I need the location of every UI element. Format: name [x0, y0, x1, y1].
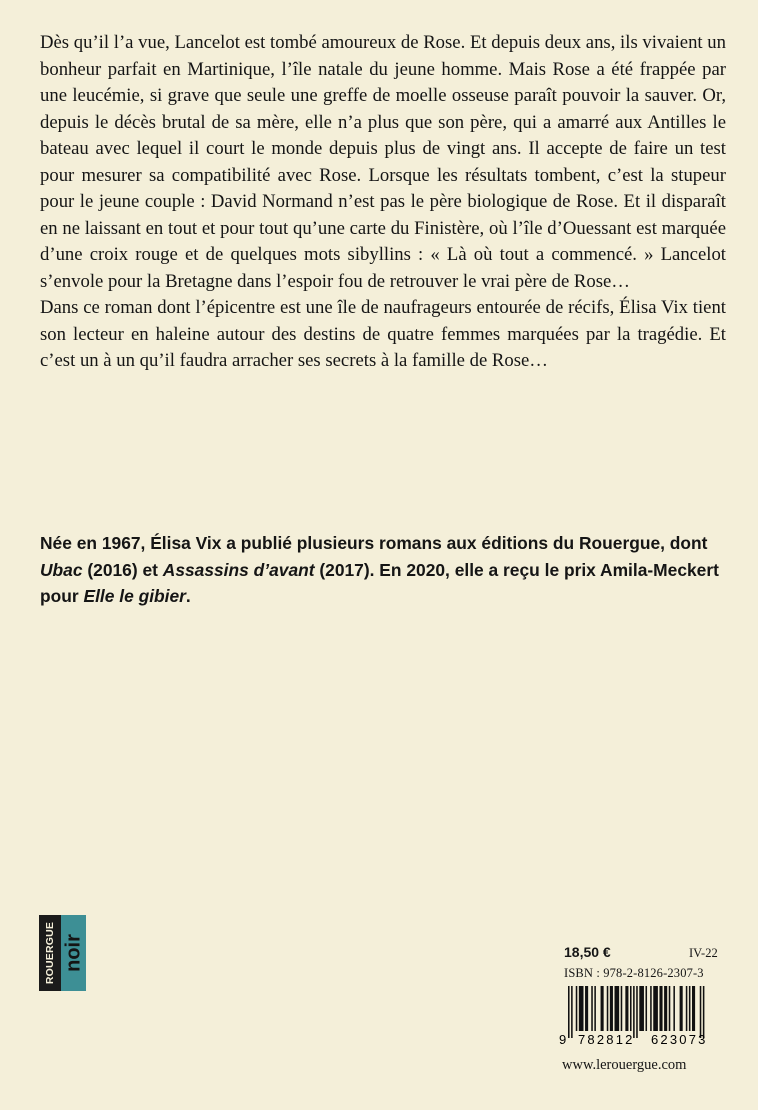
barcode-bar [653, 986, 658, 1031]
book-title-assassins: Assassins d’avant [162, 559, 315, 580]
logo-dark-band [39, 915, 61, 991]
barcode-bar [579, 986, 584, 1031]
isbn: ISBN : 978-2-8126-2307-3 [564, 966, 704, 980]
barcode-right-group: 623073 [651, 1032, 708, 1046]
publisher-website: www.lerouergue.com [562, 1057, 687, 1073]
barcode-bar [636, 986, 638, 1038]
barcode-bar [659, 986, 662, 1031]
logo-collection-name: noir [62, 934, 84, 972]
price: 18,50 € [564, 944, 611, 960]
bio-text-4: . [185, 586, 191, 606]
barcode-bar [650, 986, 652, 1031]
barcode-bar [594, 986, 596, 1031]
barcode-bar [686, 986, 688, 1031]
barcode-bar [700, 986, 702, 1038]
author-bio [40, 530, 730, 610]
barcode-bar [568, 986, 570, 1038]
barcode-bar [615, 986, 620, 1031]
barcode-bar [639, 986, 644, 1031]
barcode-first-digit: 9 [559, 1032, 567, 1046]
barcode-bar [591, 986, 593, 1031]
blurb-paragraph-2: Dans ce roman dont l’épicentre est une île de naufrageurs entourée de récifs, Élisa Vix tient son lecteur en haleine autour des destins de quatre femmes marquées par la tragédie. Et c’est un à un qu’il faudra arracher ses secrets à la famille de Rose… [40, 297, 726, 371]
book-title-ubac: Ubac [40, 559, 83, 580]
blurb [40, 30, 726, 375]
bio-text-2: (2016) et [82, 559, 163, 580]
barcode-bar [692, 986, 695, 1031]
barcode-bar [669, 986, 671, 1031]
barcode [556, 986, 726, 1046]
barcode-bar [576, 986, 578, 1031]
barcode-bar [664, 986, 667, 1031]
blurb-paragraph-1: Dès qu’il l’a vue, Lancelot est tombé amoureux de Rose. Et depuis deux ans, ils vivaient un bonheur parfait en Martinique, l’île natale du jeune homme. Mais Rose a été frappée par une leucémie, si grave que seule une greffe de moelle osseuse paraît pouvoir la sauver. Or, depuis le décès brutal de sa mère, elle n’a plus que son père, qui a amarré aux Antilles le bateau avec lequel il court le monde depuis plus de vingt ans. Il accepte de faire un test pour mesurer sa compatibilité avec Rose. Lorsque les résultats tombent, c’est la stupeur pour le jeune couple : David Normand n’est pas le père biologique de Rose. Et il disparaît en ne laissant en tout et pour tout qu’une carte du Finistère, où l’île d’Ouessant est marquée d’une croix rouge et de quelques mots sibyllins : « Là où tout a commencé. » Lancelot s’envole pour la Bretagne dans l’espoir fou de retrouver le vrai père de Rose… [40, 32, 726, 292]
bio-text-3: (2017). En 2020, elle a reçu le prix Amila-Meckert pour [40, 559, 719, 606]
publisher-logo [39, 915, 86, 991]
barcode-bar [610, 986, 613, 1031]
catalog-code: IV-22 [689, 946, 718, 960]
barcode-bar [703, 986, 705, 1038]
barcode-bar [601, 986, 604, 1031]
bio-text-1: Née en 1967, Élisa Vix a publié plusieurs romans aux éditions du Rouergue, dont [40, 533, 708, 553]
barcode-bars [568, 986, 704, 1038]
logo-publisher-name: ROUERGUE [44, 921, 56, 985]
logo-teal-band [61, 915, 86, 991]
barcode-bar [646, 986, 648, 1031]
barcode-bar [621, 986, 623, 1031]
barcode-bar [585, 986, 588, 1031]
barcode-bar [625, 986, 628, 1031]
barcode-bar [633, 986, 635, 1038]
barcode-left-group: 782812 [578, 1032, 635, 1046]
barcode-bar [571, 986, 573, 1038]
barcode-bar [680, 986, 683, 1031]
barcode-bar [630, 986, 632, 1031]
book-title-elle-le-gibier: Elle le gibier [83, 586, 186, 606]
barcode-bar [673, 986, 675, 1031]
barcode-bar [607, 986, 609, 1031]
barcode-bar [689, 986, 691, 1031]
